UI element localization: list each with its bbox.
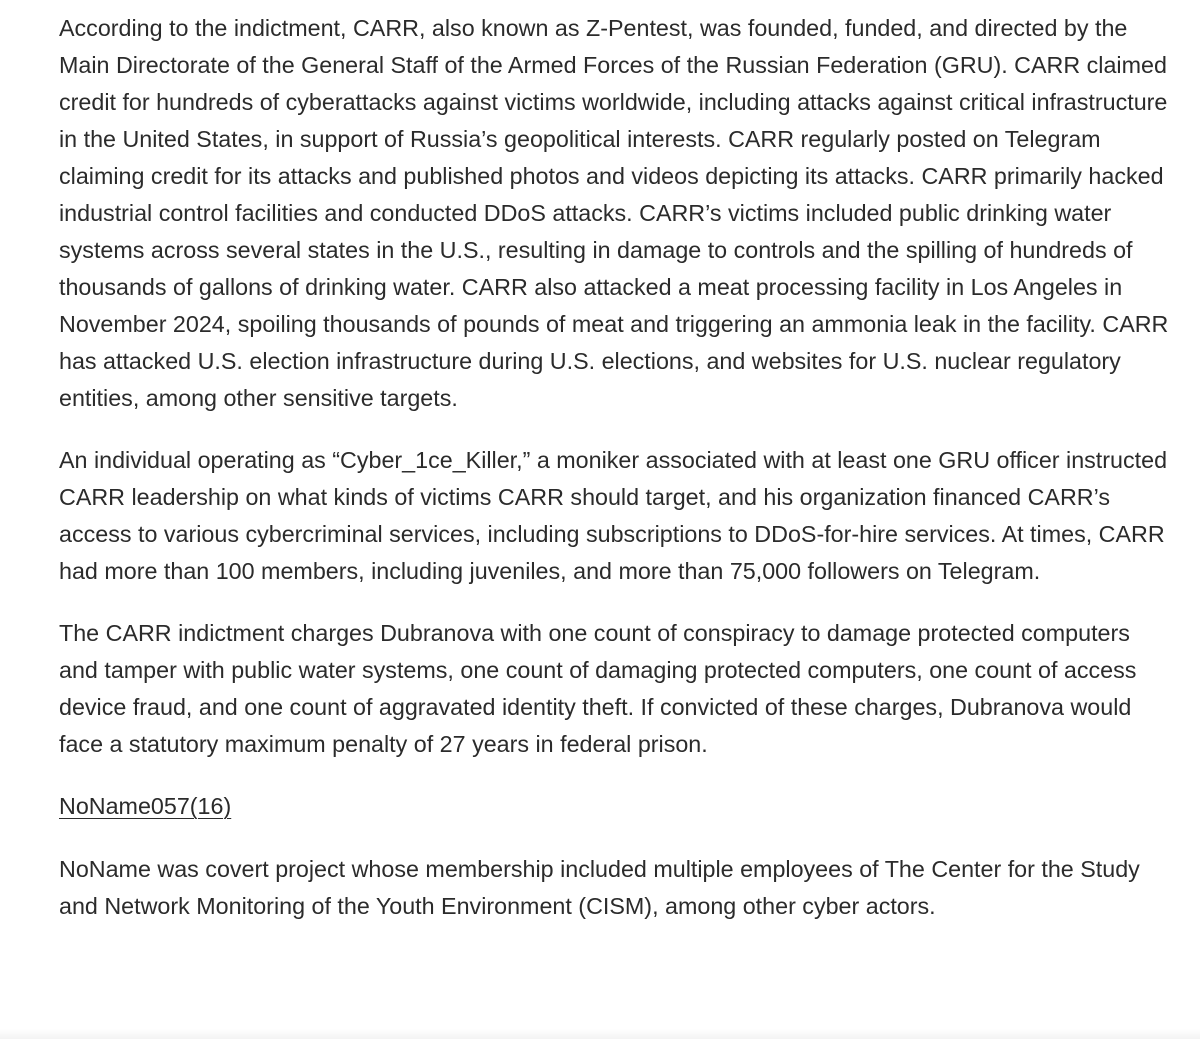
paragraph-noname: NoName was covert project whose membership included multiple employees of The Center for the Study and Network Monitoring of the Youth Environment (CISM), among other cyber actors. xyxy=(59,856,1140,919)
bottom-fade xyxy=(0,1029,1200,1039)
paragraph-carr-charges: The CARR indictment charges Dubranova with one count of conspiracy to damage protected computers and tamper with public water systems, one count of damaging protected computers, one count of access device fraud, and one count of aggravated identity theft. If convicted of these charges, Dubranova would face a statutory maximum penalty of 27 years in federal prison. xyxy=(59,620,1137,757)
section-heading xyxy=(59,788,1169,825)
noname-section-link[interactable]: NoName057(16) xyxy=(59,793,232,819)
paragraph-cyber-1ce-killer: An individual operating as “Cyber_1ce_Killer,” a moniker associated with at least one GRU officer instructed CARR leadership on what kinds of victims CARR should target, and his organization financed CARR’s access to various cybercriminal services, including subscriptions to DDoS-for-hire services. At times, CARR had more than 100 members, including juveniles, and more than 75,000 followers on Telegram. xyxy=(59,447,1168,584)
article-body xyxy=(59,10,1169,950)
paragraph-carr-indictment: According to the indictment, CARR, also known as Z-Pentest, was founded, funded, and directed by the Main Directorate of the General Staff of the Armed Forces of the Russian Federation (GRU). CARR claimed credit for hundreds of cyberattacks against victims worldwide, including attacks against critical infrastructure in the United States, in support of Russia’s geopolitical interests. CARR regularly posted on Telegram claiming credit for its attacks and published photos and videos depicting its attacks. CARR primarily hacked industrial control facilities and conducted DDoS attacks. CARR’s victims included public drinking water systems across several states in the U.S., resulting in damage to controls and the spilling of hundreds of thousands of gallons of drinking water. CARR also attacked a meat processing facility in Los Angeles in November 2024, spoiling thousands of pounds of meat and triggering an ammonia leak in the facility. CARR has attacked U.S. election infrastructure during U.S. elections, and websites for U.S. nuclear regulatory entities, among other sensitive targets. xyxy=(59,15,1169,411)
